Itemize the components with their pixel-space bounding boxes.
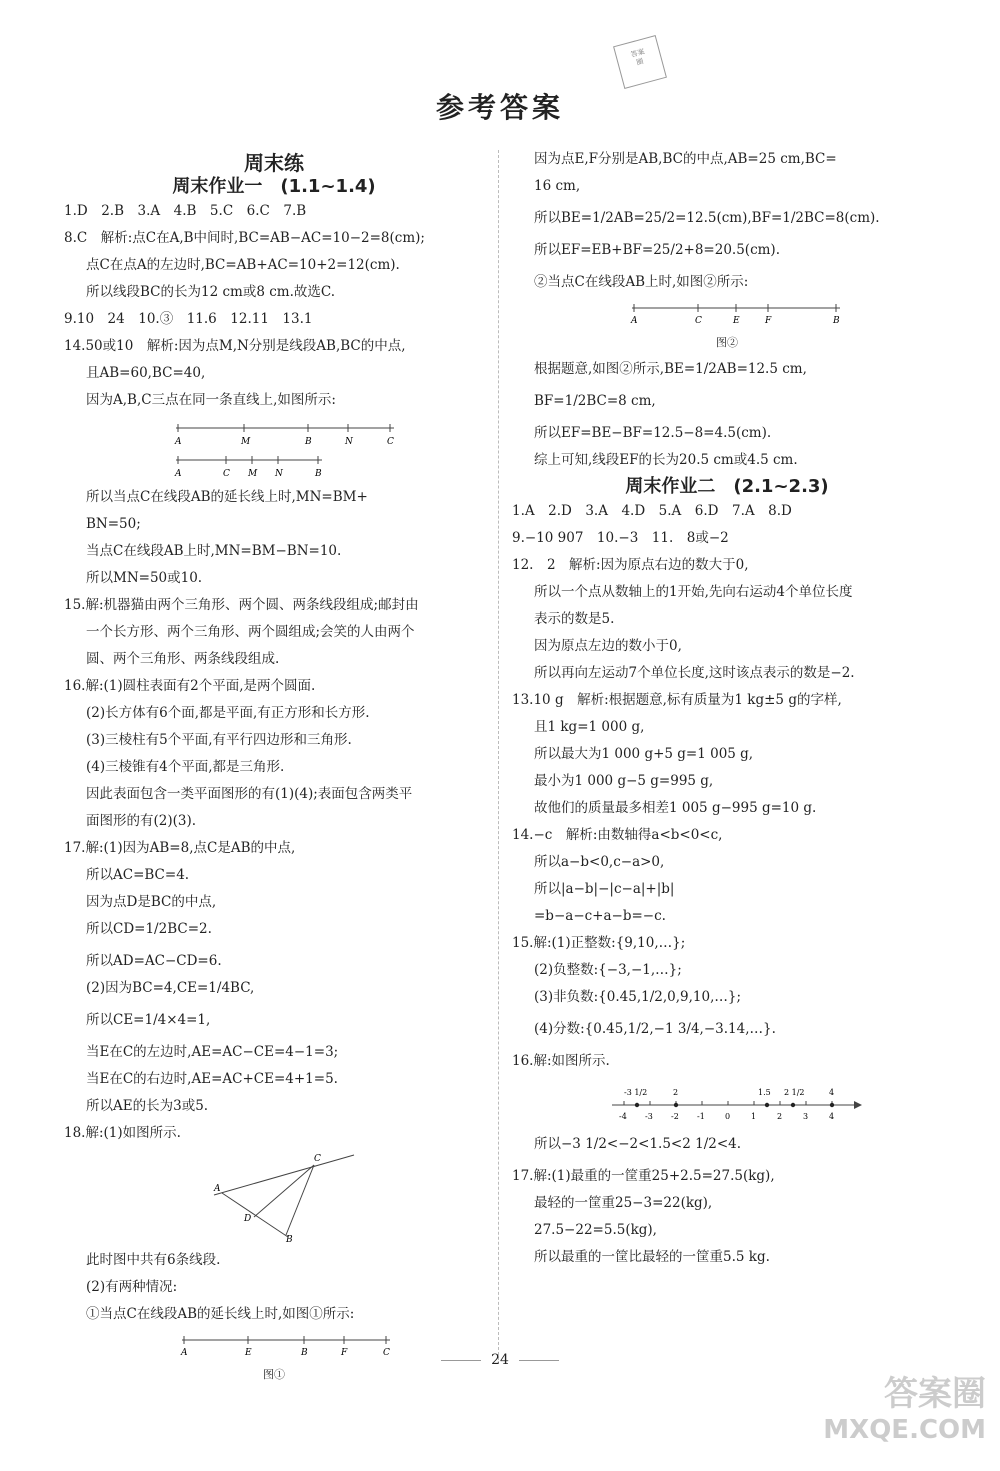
tick-label: 1 bbox=[751, 1112, 757, 1121]
answer-line: 所以CD=1/2BC=2. bbox=[86, 921, 212, 937]
answer-line: 所以最重的一筐比最轻的一筐重5.5 kg. bbox=[534, 1249, 770, 1265]
fig-label: B bbox=[305, 437, 312, 447]
watermark-bottom: MXQE.COM bbox=[823, 1415, 986, 1445]
point-label: 2 bbox=[673, 1088, 679, 1097]
fig-label: B bbox=[286, 1235, 293, 1243]
answer-line: (3)非负数:{0.45,1/2,0,9,10,…}; bbox=[534, 989, 741, 1005]
fig-label: C bbox=[695, 316, 702, 326]
answer-line: 此时图中共有6条线段. bbox=[86, 1252, 221, 1268]
answer-line: 8.C 解析:点C在A,B中间时,BC=AB−AC=10−2=8(cm); bbox=[64, 230, 425, 246]
tick-label: -2 bbox=[671, 1112, 679, 1121]
answer-line: 当E在C的左边时,AE=AC−CE=4−1=3; bbox=[86, 1044, 339, 1060]
footer-rule bbox=[519, 1360, 559, 1361]
column-divider bbox=[498, 150, 499, 1360]
fig-label: N bbox=[345, 437, 353, 447]
answer-line: 27.5−22=5.5(kg), bbox=[534, 1222, 657, 1238]
answer-line: 最轻的一筐重25−3=22(kg), bbox=[534, 1195, 713, 1211]
answer-line: 所以再向左运动7个单位长度,这时该点表示的数是−2. bbox=[534, 665, 855, 681]
answer-line: 17.解:(1)因为AB=8,点C是AB的中点, bbox=[64, 840, 296, 856]
answer-line: 12. 2 解析:因为原点右边的数大于0, bbox=[512, 557, 749, 573]
answer-line: 15.解:机器猫由两个三角形、两个圆、两条线段组成;邮封由 bbox=[64, 597, 419, 613]
answer-line: (2)长方体有6个面,都是平面,有正方形和长方形. bbox=[86, 705, 370, 721]
answer-line: 所以CE=1/4×4=1, bbox=[86, 1012, 211, 1028]
answer-line: 13.10 g 解析:根据题意,标有质量为1 kg±5 g的字样, bbox=[512, 692, 842, 708]
answer-line: (2)因为BC=4,CE=1/4BC, bbox=[86, 980, 255, 996]
figure-segments bbox=[64, 418, 484, 480]
answer-line: BF=1/2BC=8 cm, bbox=[534, 393, 656, 409]
answer-line: 所以EF=BE−BF=12.5−8=4.5(cm). bbox=[534, 425, 772, 441]
answer-line: 所以一个点从数轴上的1开始,先向右运动4个单位长度 bbox=[534, 584, 853, 600]
fig-label: D bbox=[244, 1214, 252, 1224]
tick-label: -1 bbox=[697, 1112, 705, 1121]
point-label: -3 1/2 bbox=[624, 1088, 648, 1097]
fig-label: A bbox=[175, 469, 182, 479]
answer-line: 所以−3 1/2<−2<1.5<2 1/2<4. bbox=[534, 1136, 742, 1152]
answer-line: 表示的数是5. bbox=[534, 611, 615, 627]
answer-line: 所以当点C在线段AB的延长线上时,MN=BM+ bbox=[86, 489, 368, 505]
subsection-title-1: 周末作业一 (1.1~1.4) bbox=[172, 176, 376, 197]
answer-line: 所以AE的长为3或5. bbox=[86, 1098, 209, 1114]
answer-line: 17.解:(1)最重的一筐重25+2.5=27.5(kg), bbox=[512, 1168, 775, 1184]
answer-line: 18.解:(1)如图所示. bbox=[64, 1125, 181, 1141]
tick-label: 2 bbox=[777, 1112, 783, 1121]
answer-line: 故他们的质量最多相差1 005 g−995 g=10 g. bbox=[534, 800, 817, 816]
answer-line: 9.10 24 10.③ 11.6 12.11 13.1 bbox=[64, 311, 313, 327]
fig-label: N bbox=[275, 469, 283, 479]
fig-label: A bbox=[631, 316, 638, 326]
figure-triangle bbox=[64, 1151, 484, 1243]
fig-label: E bbox=[245, 1348, 252, 1358]
watermark-top: 答案圈 bbox=[884, 1374, 986, 1414]
answer-line: 所以a−b<0,c−a>0, bbox=[534, 854, 665, 870]
left-column bbox=[64, 150, 484, 1392]
point-label: 1.5 bbox=[758, 1088, 771, 1097]
answer-line: 且1 kg=1 000 g, bbox=[534, 719, 645, 735]
point-label: 4 bbox=[829, 1088, 835, 1097]
right-column bbox=[512, 150, 942, 1275]
answer-line: 16 cm, bbox=[534, 178, 581, 194]
fig-label: C bbox=[387, 437, 394, 447]
answer-line: 15.解:(1)正整数:{9,10,…}; bbox=[512, 935, 686, 951]
stamp-seal: 答案 圈 bbox=[613, 35, 667, 89]
answer-line: 最小为1 000 g−5 g=995 g, bbox=[534, 773, 714, 789]
watermark-logo bbox=[823, 1376, 986, 1448]
fig-label: C bbox=[314, 1154, 321, 1164]
tick-label: 0 bbox=[725, 1112, 731, 1121]
answer-line: 所以EF=EB+BF=25/2+8=20.5(cm). bbox=[534, 242, 780, 258]
figure-segment-2 bbox=[512, 300, 942, 326]
page-number: 24 bbox=[491, 1352, 509, 1368]
answer-line: 一个长方形、两个三角形、两个圆组成;会笑的人由两个 bbox=[86, 624, 415, 640]
answer-line: 且AB=60,BC=40, bbox=[86, 365, 206, 381]
fig-label: B bbox=[833, 316, 840, 326]
tick-label: 3 bbox=[803, 1112, 809, 1121]
fig-label: B bbox=[301, 1348, 308, 1358]
answer-line: 所以BE=1/2AB=25/2=12.5(cm),BF=1/2BC=8(cm). bbox=[534, 210, 880, 226]
subsection-title-2: 周末作业二 (2.1~2.3) bbox=[625, 476, 829, 497]
answer-line: BN=50; bbox=[86, 516, 141, 532]
answer-line: 综上可知,线段EF的长为20.5 cm或4.5 cm. bbox=[534, 452, 798, 468]
figure-caption: 图① bbox=[263, 1368, 285, 1381]
point-label: 2 1/2 bbox=[784, 1088, 805, 1097]
answer-line: 所以AD=AC−CD=6. bbox=[86, 953, 222, 969]
answer-line: 当E在C的右边时,AE=AC+CE=4+1=5. bbox=[86, 1071, 338, 1087]
figure-number-line bbox=[512, 1079, 942, 1127]
answer-line: (3)三棱柱有5个平面,有平行四边形和三角形. bbox=[86, 732, 352, 748]
fig-label: B bbox=[315, 469, 322, 479]
tick-label: -4 bbox=[619, 1112, 627, 1121]
answer-line: (4)分数:{0.45,1/2,−1 3/4,−3.14,…}. bbox=[534, 1021, 776, 1037]
fig-label: A bbox=[214, 1184, 221, 1194]
fig-label: F bbox=[765, 316, 772, 326]
fig-label: F bbox=[341, 1348, 348, 1358]
fig-label: C bbox=[223, 469, 230, 479]
answer-line: 面图形的有(2)(3). bbox=[86, 813, 197, 829]
fig-label: C bbox=[383, 1348, 390, 1358]
answer-line: 1.D 2.B 3.A 4.B 5.C 6.C 7.B bbox=[64, 203, 307, 219]
answer-line: (4)三棱锥有4个平面,都是三角形. bbox=[86, 759, 285, 775]
answer-line: 所以AC=BC=4. bbox=[86, 867, 190, 883]
answer-line: 因为点D是BC的中点, bbox=[86, 894, 217, 910]
fig-label: M bbox=[241, 437, 251, 447]
answer-line: 1.A 2.D 3.A 4.D 5.A 6.D 7.A 8.D bbox=[512, 503, 792, 519]
answer-line: 因为A,B,C三点在同一条直线上,如图所示: bbox=[86, 392, 336, 408]
fig-label: A bbox=[181, 1348, 188, 1358]
page-footer bbox=[0, 1352, 1000, 1368]
fig-label: E bbox=[733, 316, 740, 326]
section-title: 周末练 bbox=[244, 151, 304, 175]
answer-line: =b−a−c+a−b=−c. bbox=[534, 908, 666, 924]
answer-line: 当点C在线段AB上时,MN=BM−BN=10. bbox=[86, 543, 342, 559]
answer-line: ②当点C在线段AB上时,如图②所示: bbox=[534, 274, 749, 290]
figure-caption: 图② bbox=[716, 336, 738, 349]
answer-line: 圆、两个三角形、两条线段组成. bbox=[86, 651, 280, 667]
fig-label: M bbox=[248, 469, 258, 479]
answer-line: 所以线段BC的长为12 cm或8 cm.故选C. bbox=[86, 284, 336, 300]
answer-line: 因此表面包含一类平面图形的有(1)(4);表面包含两类平 bbox=[86, 786, 413, 802]
answer-line: 因为点E,F分别是AB,BC的中点,AB=25 cm,BC= bbox=[534, 151, 837, 167]
answer-line: 点C在点A的左边时,BC=AB+AC=10+2=12(cm). bbox=[86, 257, 400, 273]
answer-line: 14.50或10 解析:因为点M,N分别是线段AB,BC的中点, bbox=[64, 338, 406, 354]
tick-label: 4 bbox=[829, 1112, 835, 1121]
answer-line: 根据题意,如图②所示,BE=1/2AB=12.5 cm, bbox=[534, 361, 807, 377]
answer-line: 因为原点左边的数小于0, bbox=[534, 638, 682, 654]
answer-line: 16.解:(1)圆柱表面有2个平面,是两个圆面. bbox=[64, 678, 316, 694]
answer-line: 所以|a−b|−|c−a|+|b| bbox=[534, 881, 675, 897]
answer-line: 16.解:如图所示. bbox=[512, 1053, 610, 1069]
fig-label: A bbox=[175, 437, 182, 447]
page-title: 参考答案 bbox=[435, 91, 564, 124]
answer-line: (2)有两种情况: bbox=[86, 1279, 178, 1295]
answer-line: ①当点C在线段AB的延长线上时,如图①所示: bbox=[86, 1306, 355, 1322]
answer-line: (2)负整数:{−3,−1,…}; bbox=[534, 962, 682, 978]
answer-line: 所以MN=50或10. bbox=[86, 570, 203, 586]
answer-line: 所以最大为1 000 g+5 g=1 005 g, bbox=[534, 746, 754, 762]
answer-line: 9.−10 907 10.−3 11. 8或−2 bbox=[512, 530, 729, 546]
tick-label: -3 bbox=[645, 1112, 653, 1121]
answer-line: 14.−c 解析:由数轴得a<b<0<c, bbox=[512, 827, 723, 843]
footer-rule bbox=[441, 1360, 481, 1361]
